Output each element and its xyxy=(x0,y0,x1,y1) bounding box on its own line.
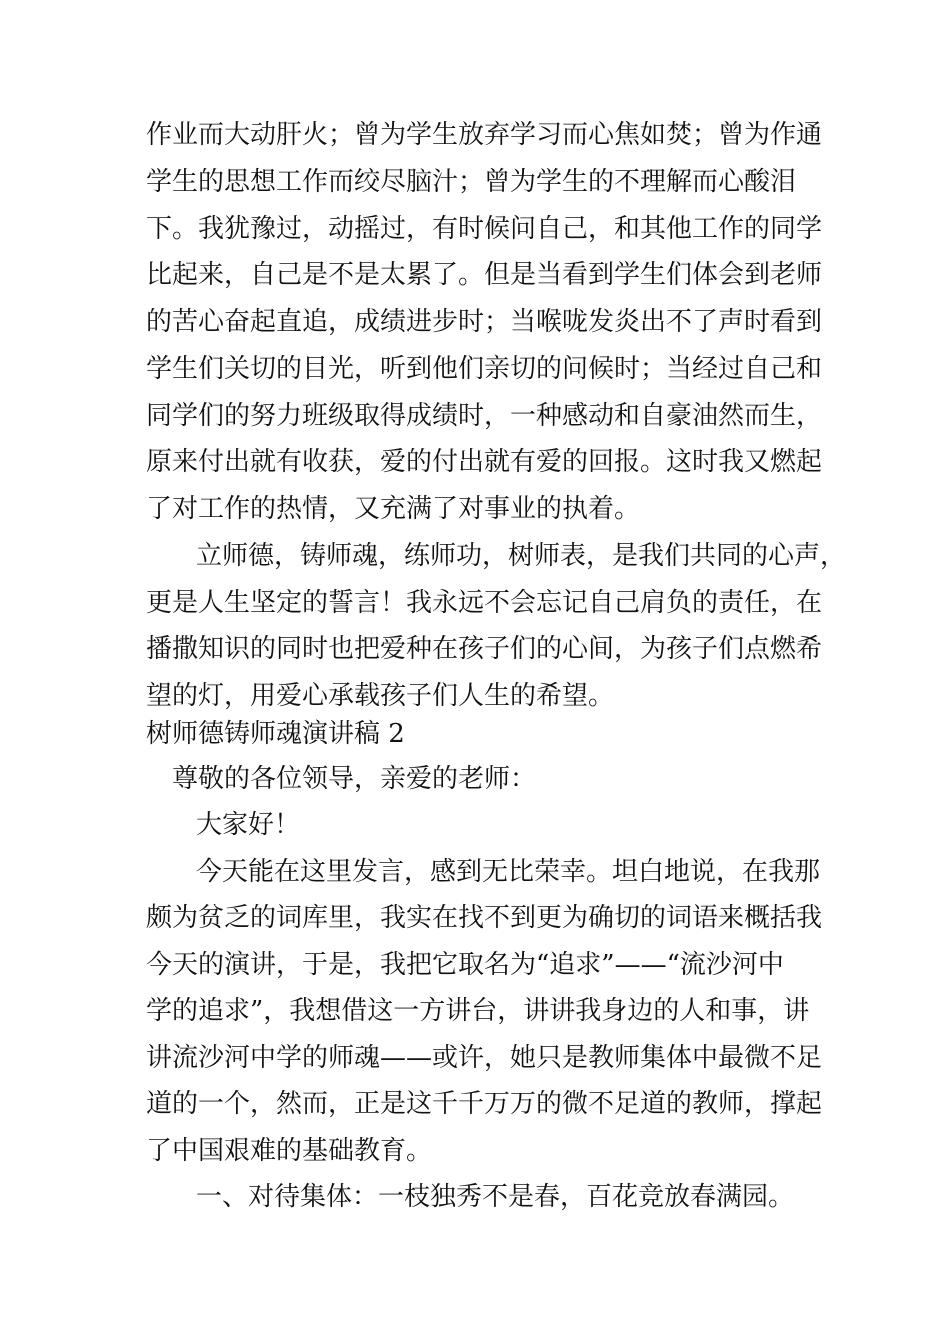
greeting: 大家好！ xyxy=(196,810,301,840)
body-text-line: 学生的思想工作而绞尽脑汁；曾为学生的不理解而心酸泪 xyxy=(146,167,797,197)
salutation: 尊敬的各位领导，亲爱的老师： xyxy=(172,764,537,794)
body-text-line: 比起来，自己是不是太累了。但是当看到学生们体会到老师 xyxy=(146,260,823,290)
body-text-line: 学生们关切的目光，听到他们亲切的问候时；当经过自己和 xyxy=(146,354,823,384)
body-text-line: 讲流沙河中学的师魂——或许，她只是教师集体中最微不足 xyxy=(146,1043,823,1073)
body-text-line: 更是人生坚定的誓言！我永远不会忘记自己肩负的责任，在 xyxy=(146,588,823,618)
body-text-line: 的苦心奋起直追，成绩进步时；当喉咙发炎出不了声时看到 xyxy=(146,307,823,337)
body-text-line: 颇为贫乏的词库里，我实在找不到更为确切的词语来概括我 xyxy=(146,903,823,933)
body-text-line: 原来付出就有收获，爱的付出就有爱的回报。这时我又燃起 xyxy=(146,447,823,477)
body-text-line: 道的一个，然而，正是这千千万万的微不足道的教师，撑起 xyxy=(146,1089,823,1119)
body-text-line: 立师德，铸师魂，练师功，树师表，是我们共同的心声， xyxy=(196,541,847,571)
body-text-line: 今天的演讲，于是，我把它取名为“追求”——“流沙河中 xyxy=(146,950,784,980)
body-text-line: 作业而大动肝火；曾为学生放弃学习而心焦如焚；曾为作通 xyxy=(146,120,823,150)
body-text-line: 同学们的努力班级取得成绩时，一种感动和自豪油然而生， xyxy=(146,401,823,431)
section-point: 一、对待集体：一枝独秀不是春，百花竞放春满园。 xyxy=(196,1182,795,1212)
body-text-line: 学的追求”，我想借这一方讲台，讲讲我身边的人和事，讲 xyxy=(146,996,810,1026)
body-text-line: 望的灯，用爱心承载孩子们人生的希望。 xyxy=(146,681,615,711)
section-title: 树师德铸师魂演讲稿 2 xyxy=(146,719,405,749)
body-text-line: 播撒知识的同时也把爱种在孩子们的心间，为孩子们点燃希 xyxy=(146,634,823,664)
body-text-line: 今天能在这里发言，感到无比荣幸。坦白地说，在我那 xyxy=(196,857,821,887)
body-text-line: 了对工作的热情，又充满了对事业的执着。 xyxy=(146,494,641,524)
body-text-line: 下。我犹豫过，动摇过，有时候问自己，和其他工作的同学 xyxy=(146,214,823,244)
body-text-line: 了中国艰难的基础教育。 xyxy=(146,1136,433,1166)
